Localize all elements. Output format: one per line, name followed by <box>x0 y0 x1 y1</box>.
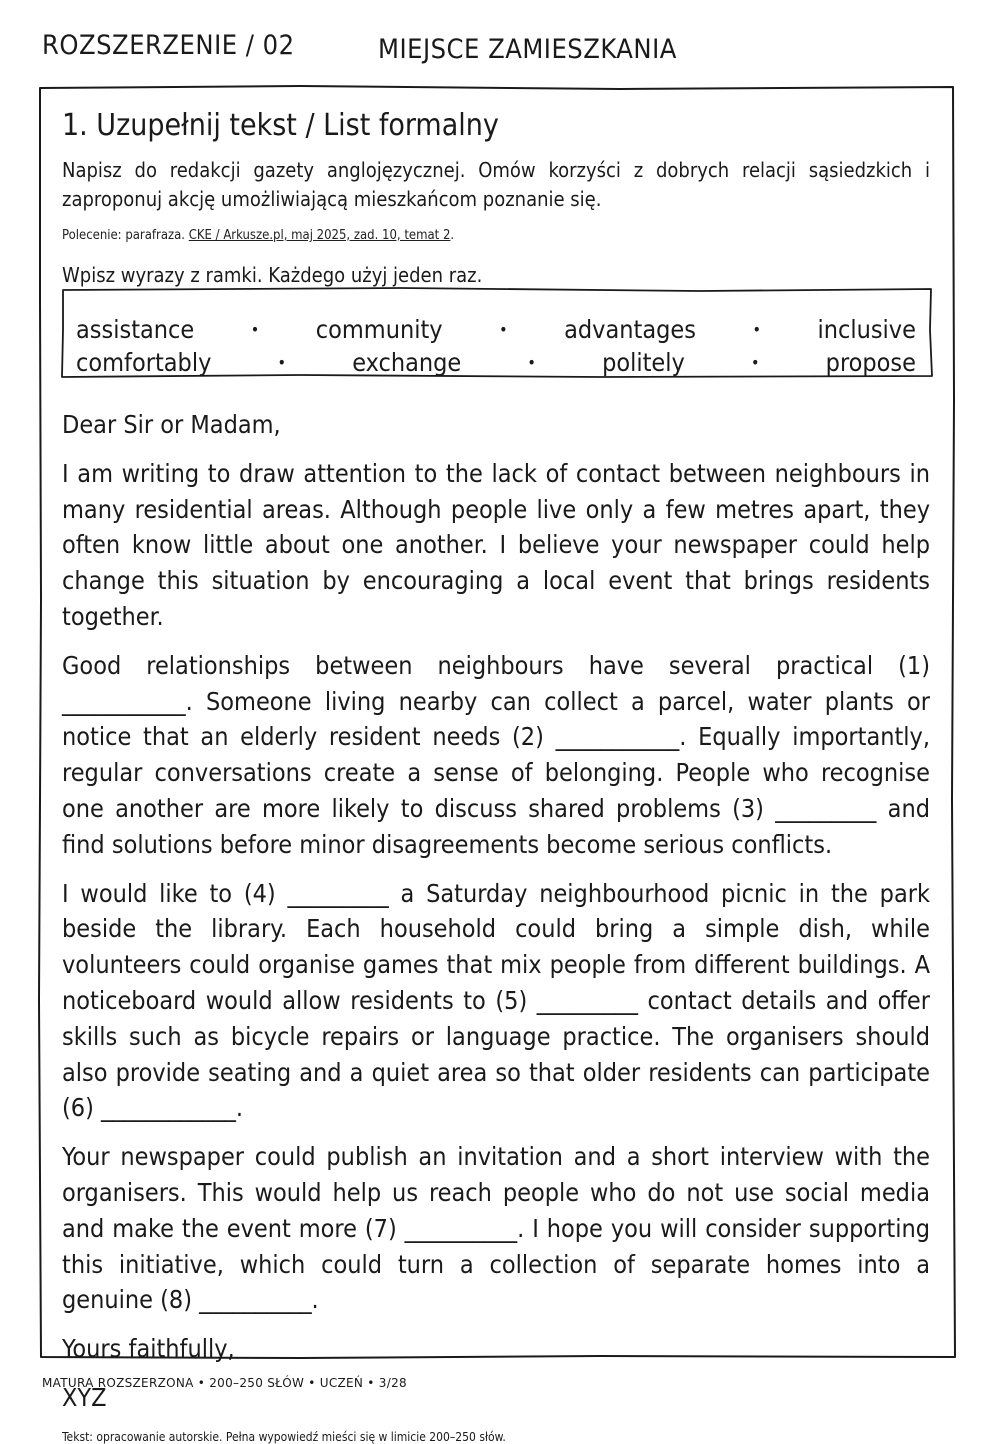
topic-title: MIEJSCE ZAMIESZKANIA <box>378 34 677 65</box>
word-item: advantages <box>564 315 696 344</box>
word-item: comfortably <box>76 348 212 377</box>
word-item: propose <box>825 348 916 377</box>
letter-signature: XYZ <box>62 1382 107 1412</box>
page-footer: MATURA ROZSZERZONA • 200–250 SŁÓW • UCZEŃ • 3/28 <box>42 1376 407 1390</box>
word-box <box>62 301 930 387</box>
word-row-1 <box>76 301 916 346</box>
letter-closing: Yours faithfully, <box>62 1334 235 1364</box>
letter-paragraph-3: I would like to (4) _________ a Saturday neighbourhood picnic in the park beside the library. Each household could bring a simple dish, while volunteers could organise games that mix people from different buildings. A noticeboard would allow residents to (5) _________ contact details and offer skills such as bicycle repairs or language practice. The organisers should also provide seating and a quiet area so that older residents can participate (6) ____________. <box>62 878 930 1123</box>
word-item: assistance <box>76 315 195 344</box>
word-item: inclusive <box>817 315 916 344</box>
letter-paragraph-2: Good relationships between neighbours have several practical (1) ___________. Someone living nearby can collect a parcel, water plants or notice that an elderly resident needs (2) ___________. Equally importantly, regular conversations create a sense of belonging. People who recognise one another are more likely to discuss shared problems (3) _________ and find solutions before minor disagreements become serious conflicts. <box>62 650 930 859</box>
source-line <box>62 228 930 243</box>
source-suffix: . <box>450 228 455 243</box>
source-link[interactable]: CKE / Arkusze.pl, maj 2025, zad. 10, temat 2 <box>188 228 451 243</box>
task-title: 1. Uzupełnij tekst / List formalny <box>62 108 499 143</box>
word-item: politely <box>602 348 685 377</box>
word-box-instruction: Wpisz wyrazy z ramki. Każdego użyj jeden raz. <box>62 263 483 287</box>
letter-body <box>62 407 930 1416</box>
source-prefix: Polecenie: parafraza. <box>62 228 189 243</box>
word-row-2 <box>76 346 916 379</box>
letter-paragraph-4: Your newspaper could publish an invitation and a short interview with the organisers. This would help us reach people who do not use social media and make the event more (7) __________. I hope you will consider supporting this initiative, which could turn a collection of separate homes into a genuine (8) __________. <box>62 1142 930 1315</box>
section-label: ROZSZERZENIE / 02 <box>42 30 295 61</box>
separator-dot: • <box>250 320 260 339</box>
word-item: community <box>315 315 443 344</box>
separator-dot: • <box>751 353 760 372</box>
separator-dot: • <box>752 320 761 339</box>
letter-paragraph-1: I am writing to draw attention to the lack of contact between neighbours in many residential areas. Although people live only a few metres apart, they often know little about one another. I believe your newspaper could help change this situation by encouraging a local event that brings residents together. <box>62 458 930 631</box>
source-note: Tekst: opracowanie autorskie. Pełna wypowiedź mieści się w limicie 200–250 słów. <box>62 1429 506 1444</box>
separator-dot: • <box>499 320 508 339</box>
task-content <box>62 106 930 1444</box>
word-item: exchange <box>352 348 462 377</box>
letter-greeting: Dear Sir or Madam, <box>62 410 281 439</box>
separator-dot: • <box>527 353 536 372</box>
task-instruction: Napisz do redakcji gazety anglojęzycznej. Omów korzyści z dobrych relacji sąsiedzkich i zaproponuj akcję umożliwiającą mieszkańcom poznanie się. <box>62 158 930 211</box>
separator-dot: • <box>277 353 287 372</box>
